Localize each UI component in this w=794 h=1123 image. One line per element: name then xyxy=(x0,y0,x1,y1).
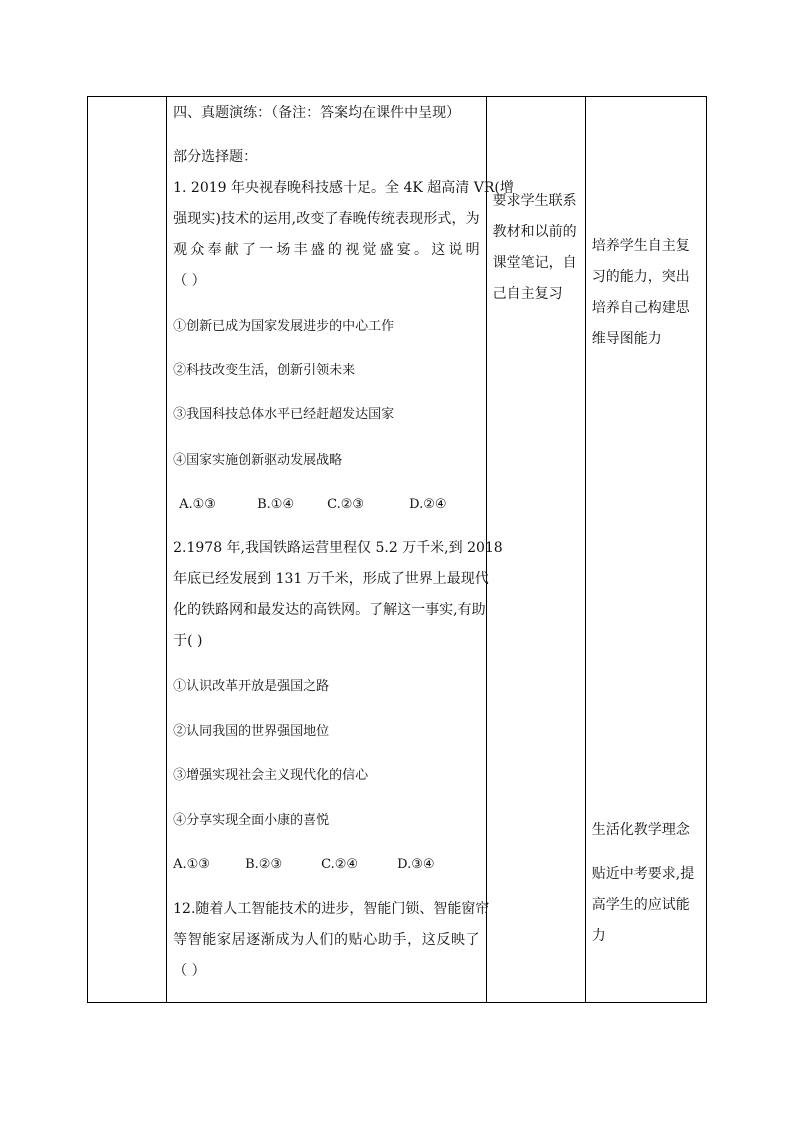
student-activity-cell xyxy=(486,97,585,1003)
q1-option: ④国家实施创新驱动发展战略 xyxy=(173,453,343,468)
q2-line: 于( ) xyxy=(173,633,203,649)
design-intent-line: 生活化教学理念 xyxy=(591,822,690,838)
design-intent-cell xyxy=(585,97,706,1003)
q1-line: 1. 2019 年央视春晚科技感十足。全 4K 超高清 VR(增 xyxy=(173,180,514,196)
q1-line: （ ） xyxy=(173,273,206,289)
design-intent-line: 习的能力，突出 xyxy=(591,269,690,285)
blank-cell xyxy=(88,97,167,1003)
subtitle: 部分选择题： xyxy=(173,149,258,165)
lesson-plan-table xyxy=(87,96,707,1003)
q12-line: （ ） xyxy=(173,963,206,979)
design-intent-line: 培养学生自主复 xyxy=(591,238,690,254)
design-intent-line: 贴近中考要求,提 xyxy=(591,866,695,882)
table-row xyxy=(88,97,707,1003)
choice-a: A.①③ xyxy=(173,857,210,872)
q2-option: ②认同我国的世界强国地位 xyxy=(173,724,330,739)
student-activity-line: 教材和以前的 xyxy=(492,224,577,240)
design-intent-line: 力 xyxy=(591,928,606,944)
q1-option: ②科技改变生活，创新引领未来 xyxy=(173,363,356,378)
q2-option: ④分享实现全面小康的喜悦 xyxy=(173,813,330,828)
section-title: 四、真题演练：（备注：答案均在课件中呈现） xyxy=(173,105,461,121)
q2-line: 化的铁路网和最发达的高铁网。了解这一事实,有助 xyxy=(173,602,486,618)
choice-a: A.①③ xyxy=(179,497,216,512)
choice-c: C.②③ xyxy=(327,497,365,512)
q1-option: ①创新已成为国家发展进步的中心工作 xyxy=(173,319,395,334)
student-activity-line: 己自主复习 xyxy=(492,286,563,302)
q2-choices xyxy=(173,857,480,873)
q1-line: 强现实)技术的运用,改变了春晚传统表现形式，为 xyxy=(173,211,480,227)
student-activity-line: 要求学生联系 xyxy=(492,193,577,209)
q2-option: ③增强实现社会主义现代化的信心 xyxy=(173,768,369,783)
q12-line: 等智能家居逐渐成为人们的贴心助手，这反映了 xyxy=(173,932,480,948)
choice-b: B.①④ xyxy=(257,497,295,512)
choice-c: C.②④ xyxy=(321,857,359,872)
choice-d: D.③④ xyxy=(397,857,435,872)
q1-line: 观众奉献了一场丰盛的视觉盛宴。这说明 xyxy=(173,242,480,258)
design-intent-line: 培养自己构建思 xyxy=(591,300,690,316)
q1-choices xyxy=(173,497,480,513)
choice-b: B.②③ xyxy=(245,857,283,872)
student-activity-line: 课堂笔记，自 xyxy=(492,255,577,271)
q1-option: ③我国科技总体水平已经赶超发达国家 xyxy=(173,407,395,422)
design-intent-line: 高学生的应试能 xyxy=(591,897,690,913)
design-intent-line: 维导图能力 xyxy=(591,331,662,347)
choice-d: D.②④ xyxy=(409,497,447,512)
q2-line: 年底已经发展到 131 万千米，形成了世界上最现代 xyxy=(173,571,489,587)
exercise-cell xyxy=(167,97,514,1003)
q2-option: ①认识改革开放是强国之路 xyxy=(173,679,330,694)
q2-line: 2.1978 年,我国铁路运营里程仅 5.2 万千米,到 2018 xyxy=(173,540,503,556)
q12-line: 12.随着人工智能技术的进步，智能门锁、智能窗帘 xyxy=(173,901,490,917)
